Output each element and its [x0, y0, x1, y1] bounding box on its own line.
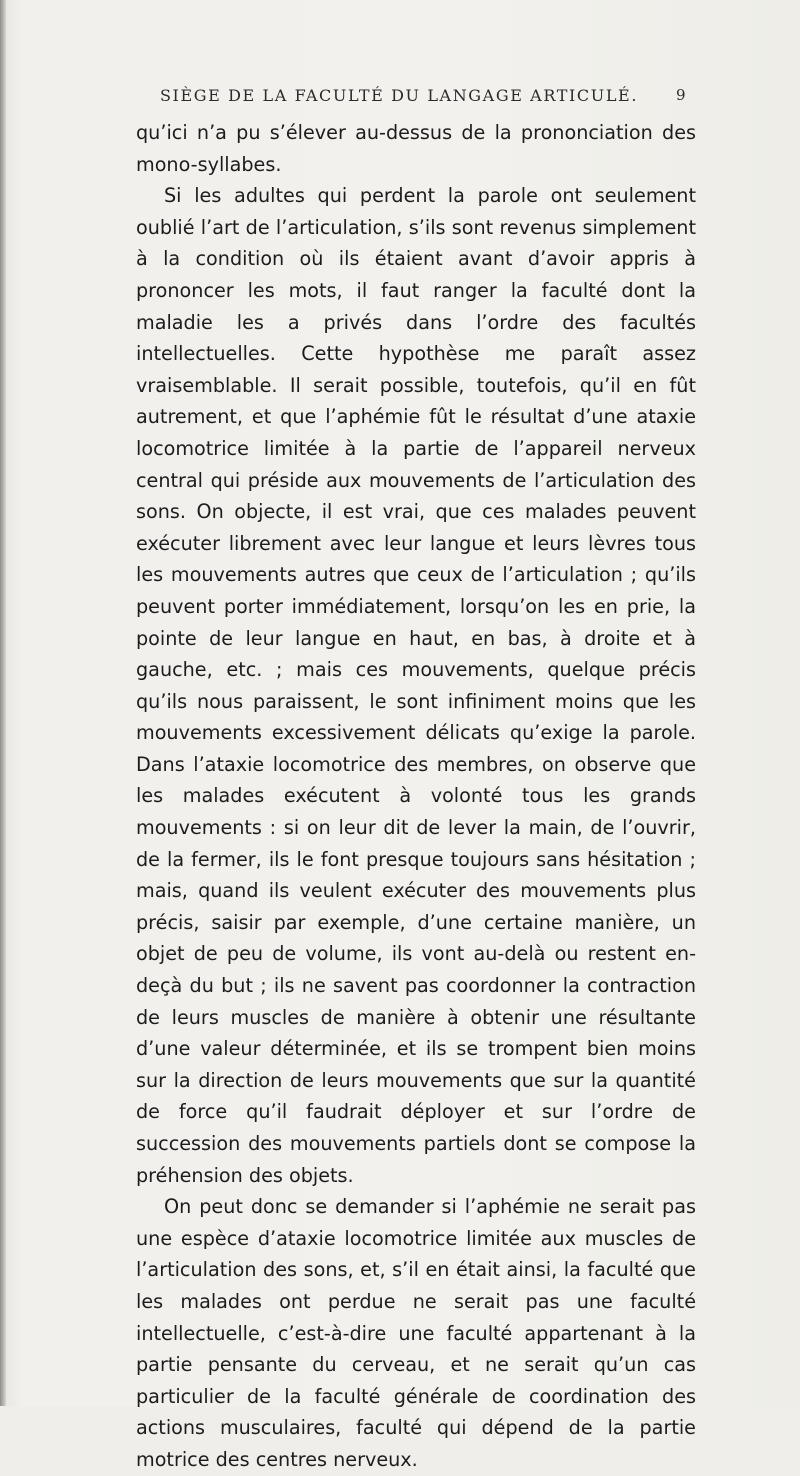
running-header [0, 86, 800, 116]
paragraph-hypothesis: Si les adultes qui perdent la parole ont seulement oublié l’art de l’articulation, s’ils sont revenus simplement à la condition où ils étaient avant d’avoir appris à prononcer les mots, il faut ranger la faculté dont la maladie les a privés dans l’ordre des facultés intellectuelles. Cette hypothèse me paraît assez vraisemblable. Il serait possible, toutefois, qu’il en fût autrement, et que l’aphémie fût le résultat d’une ataxie locomotrice limitée à la partie de l’appareil nerveux central qui préside aux mouvements de l’articulation des sons. On objecte, il est vrai, que ces malades peuvent exécuter librement avec leur langue et leurs lèvres tous les mouvements autres que ceux de l’articulation ; qu’ils peuvent porter immédiatement, lorsqu’on les en prie, la pointe de leur langue en haut, en bas, à droite et à gauche, etc. ; mais ces mouvements, quelque précis qu’ils nous paraissent, le sont infiniment moins que les mouvements excessivement délicats qu’exige la parole. Dans l’ataxie locomotrice des membres, on observe que les malades exécutent à volonté tous les grands mouvements : si on leur dit de lever la main, de l’ouvrir, de la fermer, ils le font presque toujours sans hésitation ; mais, quand ils veulent exécuter des mouvements plus précis, saisir par exemple, d’une certaine manière, un objet de peu de volume, ils vont au-delà ou restent en-deçà du but ; ils ne savent pas coordonner la contraction de leurs muscles de manière à obtenir une résultante d’une valeur déterminée, et ils se trompent bien moins sur la direction de leurs mouvements que sur la quantité de force qu’il faudrait déployer et sur l’ordre de succession des mouvements partiels dont se compose la préhension des objets. [136, 184, 696, 1187]
body-text [136, 117, 696, 1476]
page-binding-edge [0, 0, 6, 1406]
running-title: SIÈGE DE LA FACULTÉ DU LANGAGE ARTICULÉ. [160, 86, 639, 105]
paragraph-conclusion: On peut donc se demander si l’aphémie ne serait pas une espèce d’ataxie locomotrice limitée aux muscles de l’articulation des sons, et, s’il en était ainsi, la faculté que les malades ont perdue ne serait pas une faculté intellectuelle, c’est-à-dire une faculté appartenant à la partie pensante du cerveau, et ne serait qu’un cas particulier de la faculté générale de coordination des actions musculaires, faculté qui dépend de la partie motrice des centres nerveux. [136, 1195, 696, 1471]
paragraph-continuation: qu’ici n’a pu s’élever au-dessus de la prononciation des mono-syllabes. [136, 121, 696, 176]
page-number: 9 [676, 86, 686, 104]
